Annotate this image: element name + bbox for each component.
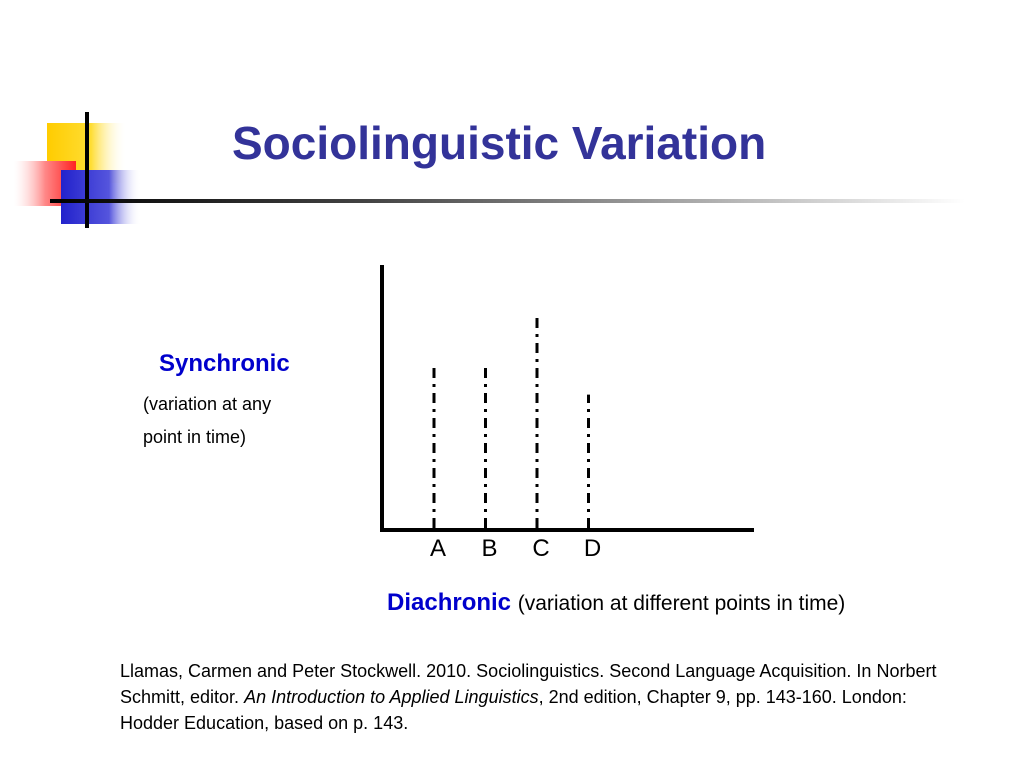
point-label-b: B — [481, 535, 498, 562]
diachronic-caption — [387, 589, 845, 618]
diachronic-label: Diachronic — [387, 589, 512, 616]
citation-book-title: An Introduction to Applied Linguistics — [244, 687, 539, 707]
synchronic-note-line1: (variation at any — [143, 394, 272, 414]
citation-part2: , 2nd edition, Chapter 9, pp. 143-160. London: Hodder Education, based on p. 143. — [120, 687, 907, 733]
point-label-d: D — [583, 535, 602, 562]
point-label-a: A — [429, 535, 447, 562]
diachronic-note: (variation at different points in time) — [517, 592, 846, 615]
citation-part1: Llamas, Carmen and Peter Stockwell. 2010. Sociolinguistics. Second Language Acquisition. In Norbert Schmitt, editor. — [120, 661, 937, 707]
synchronic-note-line2: point in time) — [143, 427, 247, 447]
y-axis — [380, 265, 384, 531]
synchronic-label: Synchronic — [159, 350, 290, 377]
citation — [120, 658, 970, 736]
slide-title: Sociolinguistic Variation — [232, 117, 767, 169]
x-axis — [380, 528, 754, 532]
point-label-c: C — [532, 535, 550, 562]
